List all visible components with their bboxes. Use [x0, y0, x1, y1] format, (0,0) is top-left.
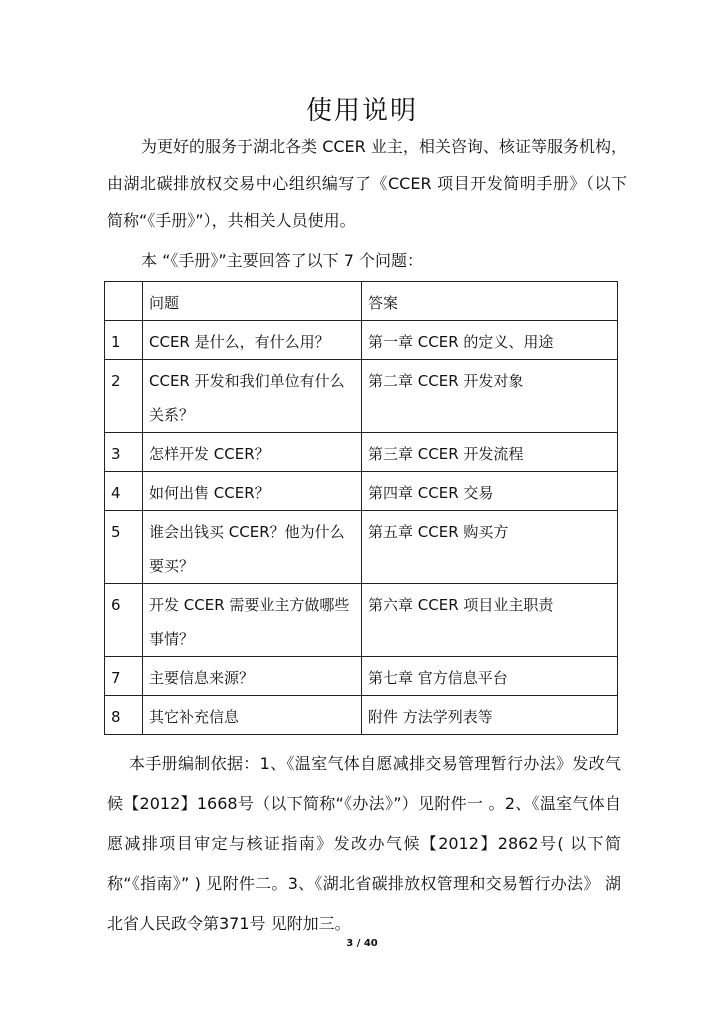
row-answer-cell: 第一章 CCER 的定义、用途 — [362, 321, 618, 360]
page-number: 3 / 40 — [346, 938, 378, 949]
intro-paragraph: 为更好的服务于湖北各类 CCER 业主，相关咨询、核证等服务机构，由湖北碳排放权交易中心组织编写了《CCER 项目开发简明手册》（以下简称“《手册》”），共相关人员使用。 — [107, 137, 627, 230]
row-number-cell: 1 — [105, 321, 143, 360]
table-row — [105, 511, 618, 584]
row-question-cell: 如何出售 CCER？ — [143, 472, 362, 511]
row-number-cell: 8 — [105, 696, 143, 735]
qa-table — [104, 281, 618, 735]
row-number-cell: 7 — [105, 657, 143, 696]
page-title: 使用说明 — [305, 96, 418, 126]
header-cell-question: 问题 — [143, 282, 362, 321]
row-answer-cell: 第七章 官方信息平台 — [362, 657, 618, 696]
row-answer-cell: 附件 方法学列表等 — [362, 696, 618, 735]
row-question-cell: 谁会出钱买 CCER？他为什么要买？ — [143, 511, 362, 584]
table-row — [105, 360, 618, 433]
table-row — [105, 696, 618, 735]
basis-label: 本手册编制依据： — [129, 754, 260, 773]
row-number-cell: 4 — [105, 472, 143, 511]
table-header-row — [105, 282, 618, 321]
row-answer-cell: 第三章 CCER 开发流程 — [362, 433, 618, 472]
row-number-cell: 5 — [105, 511, 143, 584]
row-question-cell: 开发 CCER 需要业主方做哪些事情？ — [143, 584, 362, 657]
question-note: 本 “《手册》”主要回答了以下 7 个问题： — [141, 251, 424, 270]
row-answer-cell: 第二章 CCER 开发对象 — [362, 360, 618, 433]
row-question-cell: 怎样开发 CCER？ — [143, 433, 362, 472]
table-row — [105, 433, 618, 472]
table-row — [105, 584, 618, 657]
row-question-cell: CCER 是什么，有什么用？ — [143, 321, 362, 360]
row-number-cell: 6 — [105, 584, 143, 657]
row-answer-cell: 第五章 CCER 购买方 — [362, 511, 618, 584]
basis-paragraph — [107, 744, 621, 944]
table-row — [105, 657, 618, 696]
table-row — [105, 321, 618, 360]
row-question-cell: CCER 开发和我们单位有什么关系？ — [143, 360, 362, 433]
row-question-cell: 其它补充信息 — [143, 696, 362, 735]
row-answer-cell: 第六章 CCER 项目业主职责 — [362, 584, 618, 657]
row-number-cell: 2 — [105, 360, 143, 433]
header-cell-answer: 答案 — [362, 282, 618, 321]
row-question-cell: 主要信息来源？ — [143, 657, 362, 696]
row-answer-cell: 第四章 CCER 交易 — [362, 472, 618, 511]
table-row — [105, 472, 618, 511]
basis-text: 1、《温室气体自愿减排交易管理暂行办法》发改气候【2012】1668号（以下简称“《办法》”）见附件一 。2、《温室气体自愿减排项目审定与核证指南》发改办气候【2012】2862号( 以下简称“《指南》” ) 见附件二。3、《湖北省碳排放权管理和交易暂行办法》 湖北省人民政令第371号 见附加三。 — [107, 754, 621, 933]
header-cell-number — [105, 282, 143, 321]
row-number-cell: 3 — [105, 433, 143, 472]
